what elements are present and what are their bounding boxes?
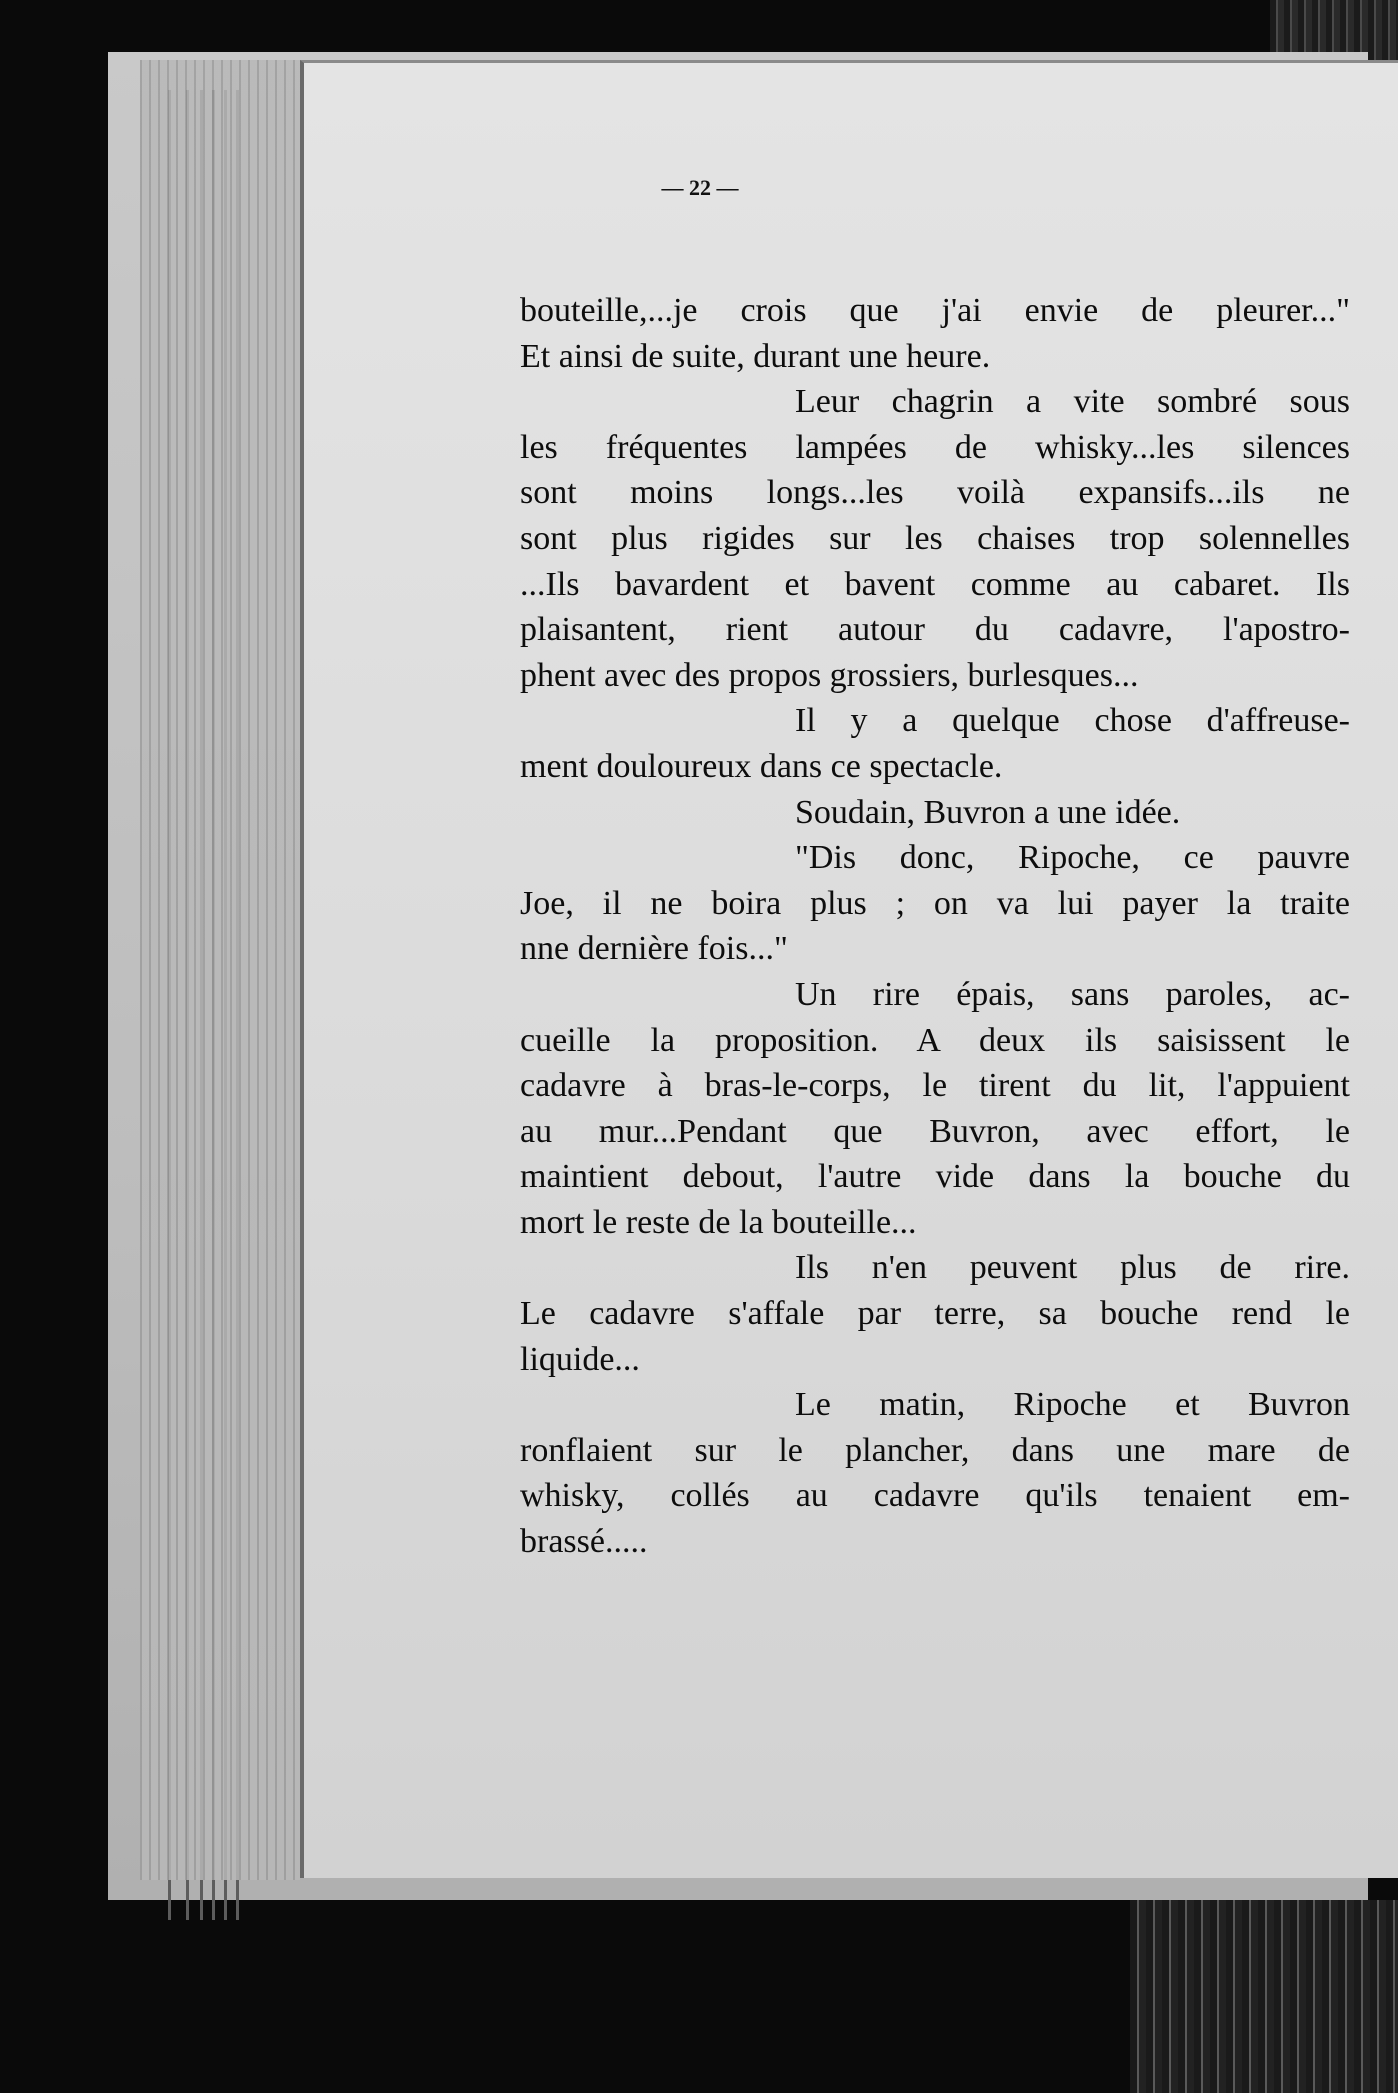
text-line: nne dernière fois..." [520,930,788,968]
text-line: Joe, il ne boira plus ; on va lui payer la traite [520,884,1350,922]
text-line: phent avec des propos grossiers, burlesques... [520,656,1139,694]
text-line: "Dis donc, Ripoche, ce pauvre [795,839,1350,877]
text-line: bouteille,...je crois que j'ai envie de pleurer..." [520,292,1350,329]
text-line: maintient debout, l'autre vide dans la bouche du [520,1158,1350,1196]
text-line: cueille la proposition. A deux ils saisissent le [520,1021,1350,1059]
text-line: Ils n'en peuvent plus de rire. [795,1249,1350,1287]
text-line: les fréquentes lampées de whisky...les silences [520,428,1350,466]
page-stack-shading [140,60,300,1880]
page-number: — 22 — [661,175,739,200]
text-line: mort le reste de la bouteille... [520,1203,917,1241]
text-line: Un rire épais, sans paroles, ac- [795,975,1350,1013]
text-line: ...Ils bavardent et bavent comme au cabaret. Ils [520,565,1350,603]
text-line: Le cadavre s'affale par terre, sa bouche rend le [520,1295,1350,1333]
text-line: cadavre à bras-le-corps, le tirent du lit, l'appuient [520,1067,1350,1105]
text-line: plaisantent, rient autour du cadavre, l'apostro- [520,611,1350,649]
text-line: liquide... [520,1340,640,1378]
text-line: Leur chagrin a vite sombré sous [795,383,1350,421]
text-line: ronflaient sur le plancher, dans une mare de [520,1431,1350,1469]
text-line: brassé..... [520,1523,648,1561]
text-line: au mur...Pendant que Buvron, avec effort, le [520,1112,1350,1150]
text-line: sont plus rigides sur les chaises trop solennelles [520,519,1350,557]
text-line: Il y a quelque chose d'affreuse- [795,702,1350,740]
text-line: whisky, collés au cadavre qu'ils tenaient em- [520,1477,1350,1515]
text-line: sont moins longs...les voilà expansifs...ils ne [520,474,1350,512]
text-line: Et ainsi de suite, durant une heure. [520,337,991,375]
text-line: Le matin, Ripoche et Buvron [795,1386,1350,1424]
text-line: Soudain, Buvron a une idée. [795,793,1181,831]
body-text [520,288,1350,1565]
binding-edge-bottom [1130,1900,1398,2093]
text-line: ment douloureux dans ce spectacle. [520,747,1003,785]
